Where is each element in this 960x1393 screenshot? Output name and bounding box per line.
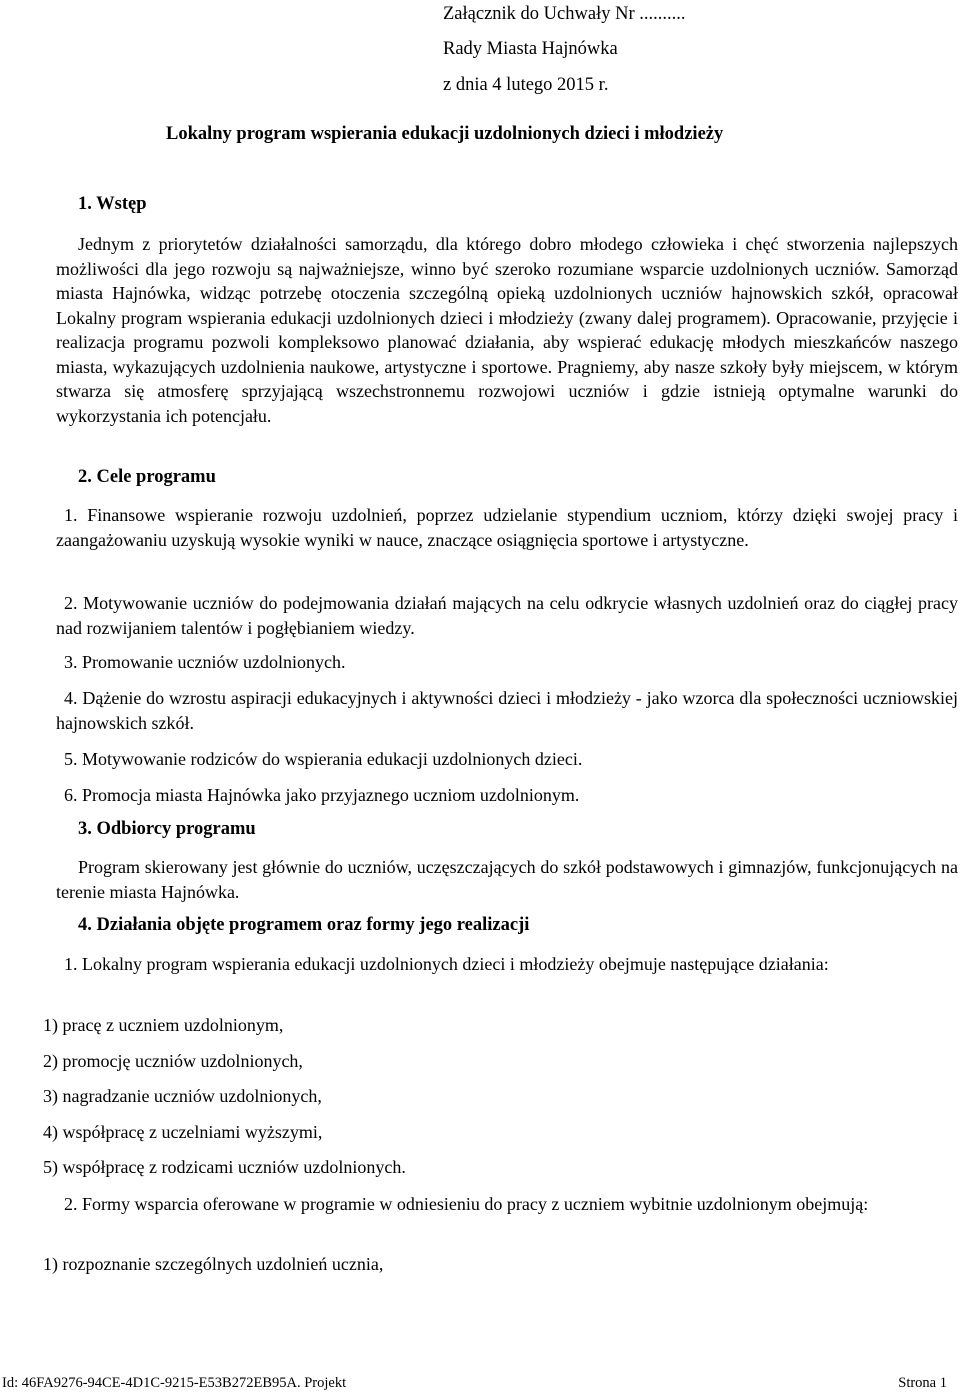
activity-item-5: 5) współpracę z rodzicami uczniów uzdolnionych. xyxy=(43,1157,406,1177)
goal-item-3: 3. Promowanie uczniów uzdolnionych. xyxy=(64,652,346,672)
activity-item-3: 3) nagradzanie uczniów uzdolnionych, xyxy=(43,1086,322,1106)
activity-item-2: 2) promocję uczniów uzdolnionych, xyxy=(43,1051,303,1071)
goal-item-1: 1. Finansowe wspieranie rozwoju uzdolnień, poprzez udzielanie stypendium uczniom, którzy dzięki swojej pracy i zaangażowaniu uzyskują wysokie wyniki w nauce, znaczące osiągnięcia sportowe i artystyczne. xyxy=(56,505,958,550)
footer-page-number: Strona 1 xyxy=(898,1375,947,1391)
support-item-1: 1) rozpoznanie szczególnych uzdolnień ucznia, xyxy=(43,1254,384,1274)
section-2-heading: 2. Cele programu xyxy=(78,467,216,487)
goal-item-5: 5. Motywowanie rodziców do wspierania edukacji uzdolnionych dzieci. xyxy=(64,749,583,769)
header-line-1: Załącznik do Uchwały Nr .......... xyxy=(443,4,686,24)
section-4-paragraph-1: 1. Lokalny program wspierania edukacji uzdolnionych dzieci i młodzieży obejmuje następujące działania: xyxy=(64,954,829,974)
header-line-3: z dnia 4 lutego 2015 r. xyxy=(443,75,609,95)
section-3-heading: 3. Odbiorcy programu xyxy=(78,819,256,839)
section-1-heading: 1. Wstęp xyxy=(78,194,147,214)
section-4-heading: 4. Działania objęte programem oraz formy jego realizacji xyxy=(78,915,530,935)
footer-document-id: Id: 46FA9276-94CE-4D1C-9215-E53B272EB95A. Projekt xyxy=(2,1375,347,1391)
section-4-paragraph-2: 2. Formy wsparcia oferowane w programie w odniesieniu do pracy z uczniem wybitnie uzdolnionym obejmują: xyxy=(64,1194,869,1214)
activity-item-1: 1) pracę z uczniem uzdolnionym, xyxy=(43,1015,284,1035)
document-title: Lokalny program wspierania edukacji uzdolnionych dzieci i młodzieży xyxy=(166,124,724,144)
header-line-2: Rady Miasta Hajnówka xyxy=(443,39,618,59)
goal-item-6: 6. Promocja miasta Hajnówka jako przyjaznego uczniom uzdolnionym. xyxy=(64,785,580,805)
activity-item-4: 4) współpracę z uczelniami wyższymi, xyxy=(43,1122,323,1142)
goal-item-2: 2. Motywowanie uczniów do podejmowania działań mających na celu odkrycie własnych uzdolnień oraz do ciągłej pracy nad rozwijaniem talentów i pogłębianiem wiedzy. xyxy=(56,593,958,638)
section-3-text: Program skierowany jest głównie do uczniów, uczęszczających do szkół podstawowych i gimnazjów, funkcjonujących na terenie miasta Hajnówka. xyxy=(56,857,958,902)
section-1-text: Jednym z priorytetów działalności samorządu, dla którego dobro młodego człowieka i chęć stworzenia najlepszych możliwości dla jego rozwoju są najważniejsze, winno być szeroko rozumiane wsparcie uzdolnionych uczniów. Samorząd miasta Hajnówka, widząc potrzebę otoczenia szczególną opieką uzdolnionych uczniów hajnowskich szkół, opracował Lokalny program wspierania edukacji uzdolnionych dzieci i młodzieży (zwany dalej programem). Opracowanie, przyjęcie i realizacja programu pozwoli kompleksowo planować działania, aby wspierać edukację młodych mieszkańców naszego miasta, wykazujących uzdolnienia naukowe, artystyczne i sportowe. Pragniemy, aby nasze szkoły były miejscem, w którym stwarza się atmosferę sprzyjającą wszechstronnemu rozwojowi uczniów i gdzie istnieją optymalne warunki do wykorzystania ich potencjału. xyxy=(56,234,958,426)
goal-item-4: 4. Dążenie do wzrostu aspiracji edukacyjnych i aktywności dzieci i młodzieży - jako wzorca dla społeczności uczniowskiej hajnowskich szkół. xyxy=(56,688,958,733)
